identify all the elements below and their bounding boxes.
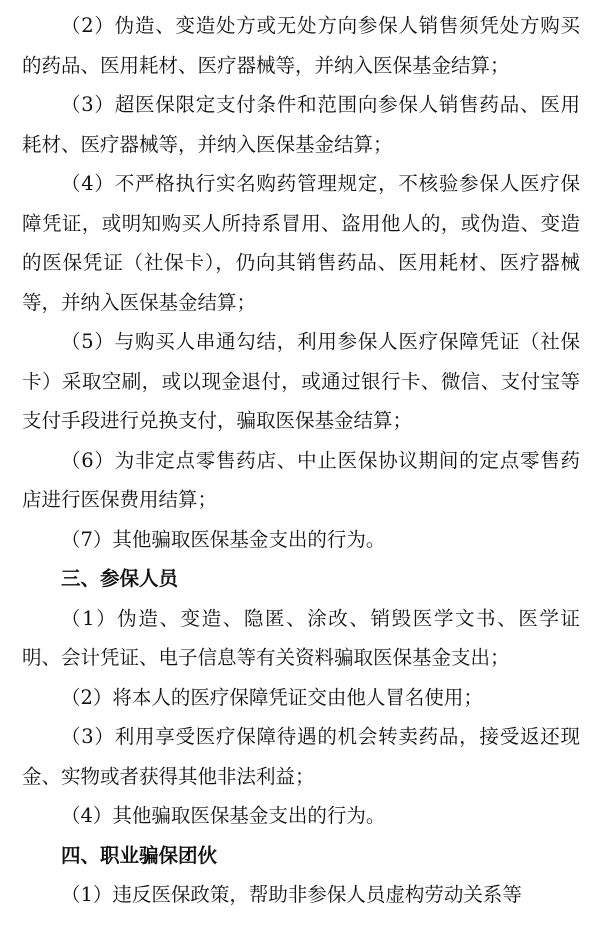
paragraph-insured-item-1: （1）伪造、变造、隐匿、涂改、销毁医学文书、医学证明、会计凭证、电子信息等有关资料骗取医保基金支出； [22,606,580,669]
section-heading-fraud-gangs: 四、职业骗保团伙 [61,843,218,867]
paragraph-insured-item-3: （3）利用享受医疗保障待遇的机会转卖药品，接受返还现金、实物或者获得其他非法利益； [22,725,580,788]
paragraph-pharmacy-item-2: （2）伪造、变造处方或无处方向参保人销售须凭处方购买的药品、医用耗材、医疗器械等，并纳入医保基金结算； [22,14,580,77]
section-heading-insured-persons: 三、参保人员 [61,567,179,590]
paragraph-gang-item-1: （1）违反医保政策，帮助非参保人员虚构劳动关系等 [61,883,522,906]
paragraph-pharmacy-item-7: （7）其他骗取医保基金支出的行为。 [61,527,386,551]
paragraph-pharmacy-item-6: （6）为非定点零售药店、中止医保协议期间的定点零售药店进行医保费用结算； [22,448,580,511]
paragraph-insured-item-2: （2）将本人的医疗保障凭证交由他人冒名使用； [61,685,483,709]
paragraph-pharmacy-item-4: （4）不严格执行实名购药管理规定，不核验参保人医疗保障凭证，或明知购买人所持系冒用、盗用他人的，或伪造、变造的医保凭证（社保卡），仍向其销售药品、医用耗材、医疗器械等，并纳入医保基金结算； [22,172,580,314]
paragraph-pharmacy-item-5: （5）与购买人串通勾结，利用参保人医疗保障凭证（社保卡）采取空刷，或以现金退付，或通过银行卡、微信、支付宝等支付手段进行兑换支付，骗取医保基金结算； [22,330,580,432]
paragraph-pharmacy-item-3: （3）超医保限定支付条件和范围向参保人销售药品、医用耗材、医疗器械等，并纳入医保基金结算； [22,93,580,156]
paragraph-insured-item-4: （4）其他骗取医保基金支出的行为。 [61,804,386,827]
